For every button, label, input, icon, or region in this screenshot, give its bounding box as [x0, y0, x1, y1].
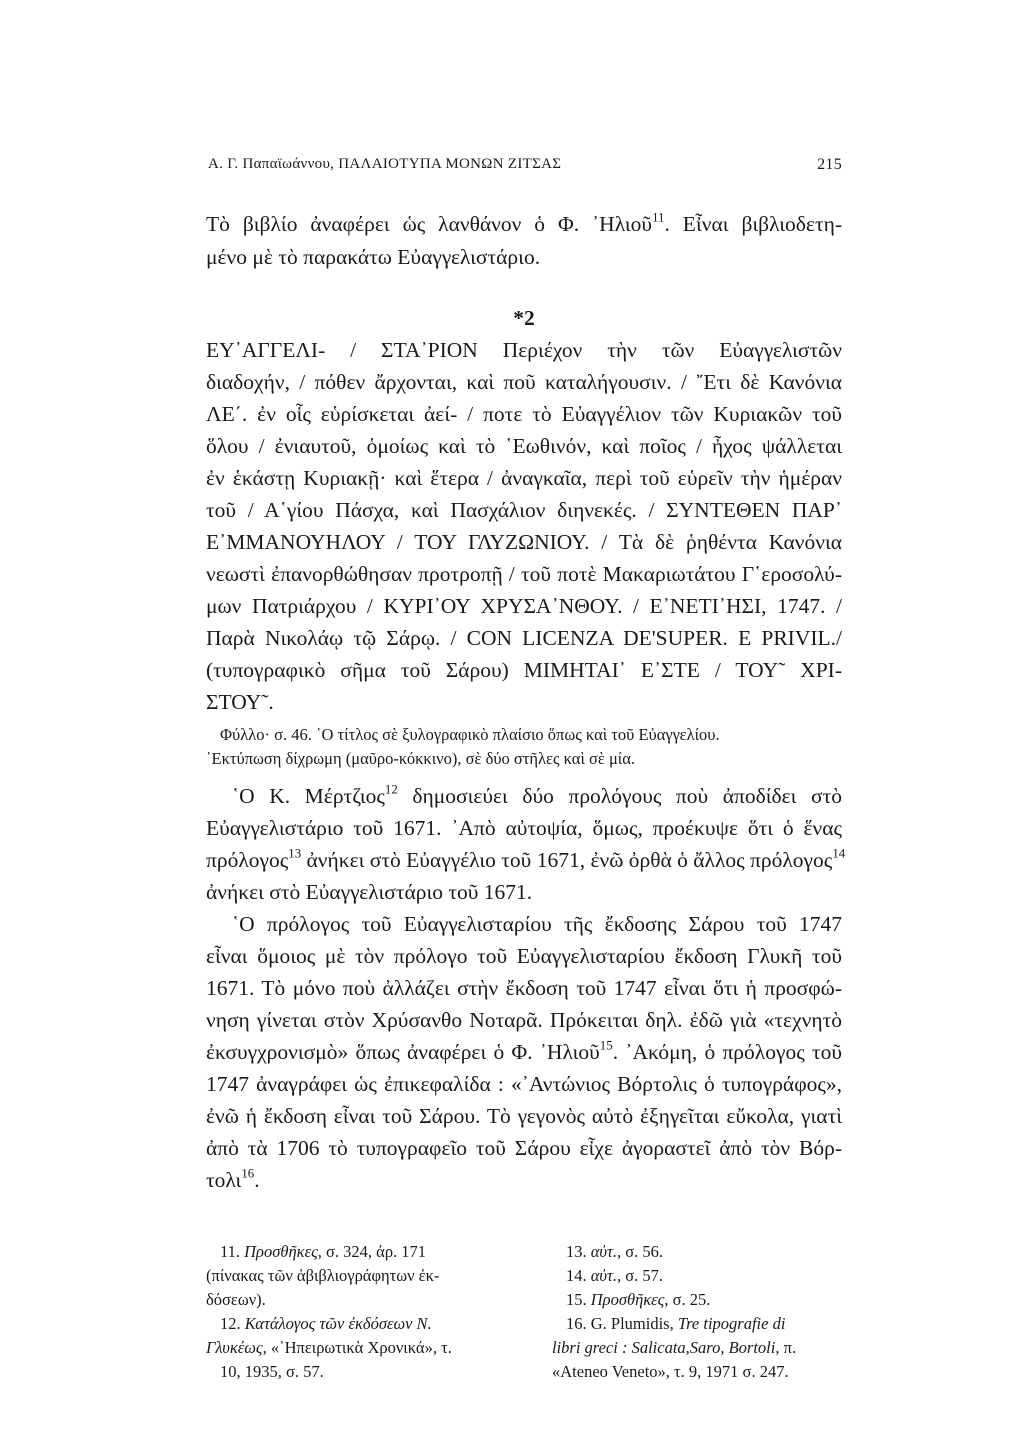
body-line: πρόλογος$^{13}$ ἀνήκει στὸ Εὐαγγέλιο τοῦ 1671, ἐνῶ ὀρθὰ ὁ ἄλλος πρόλογος$^{14}$	[206, 846, 846, 872]
running-header	[206, 156, 842, 178]
footnote-line: libri greci : Salicata,Saro, Bortoli, π.	[552, 1338, 797, 1357]
body-line: ἀπὸ τὰ 1706 τὸ τυπογραφεῖο τοῦ Σάρου εἶχε ἀγοραστεῖ ἀπὸ τὸν Βόρ-	[206, 1136, 842, 1160]
entry-line: ΕΥ᾿ΑΓΓΕΛΙ- / ΣΤΑ᾿ΡΙΟΝ Περιέχον τὴν τῶν Εὐαγγελιστῶν	[206, 338, 842, 362]
footnote-line: 10, 1935, σ. 57.	[220, 1362, 324, 1381]
footnote-12: 12. Κατάλογος τῶν ἐκδόσεων Ν.	[220, 1314, 432, 1333]
entry-line: μων Πατριάρχου / ΚΥΡΙ᾿ΟΥ ΧΡΥΣΑ᾿ΝΘΟΥ. / Ε᾿ΝΕΤΙ᾿ΗΣΙ, 1747. /	[206, 594, 842, 618]
description-line: Φύλλο· σ. 46. ῾Ο τίτλος σὲ ξυλογραφικὸ πλαίσιο ὅπως καὶ τοῦ Εὐαγγελίου.	[220, 725, 720, 744]
entry-line: ΣΤΟΥ῀.	[206, 690, 274, 714]
body-line: ἀνήκει στὸ Εὐαγγελιστάριο τοῦ 1671.	[206, 880, 533, 904]
footnote-ref-15: 15	[599, 1038, 613, 1053]
footnote-line: δόσεων).	[206, 1290, 266, 1309]
entry-line: (τυπογραφικὸ σῆμα τοῦ Σάρου) ΜΙΜΗΤΑΙ᾿ Ε᾿ΣΤΕ / ΤΟΥ῀ ΧΡΙ-	[206, 658, 842, 682]
intro-line-1: Τὸ βιβλίο ἀναφέρει ὡς λανθάνον ὁ Φ. ᾿Ηλιοῦ$^{11}$. Εἶναι βιβλιοδετη-	[206, 210, 843, 236]
entry-line: τοῦ / Α῾γίου Πάσχα, καὶ Πασχάλιον διηνεκές. / ΣΥΝΤΕΘΕΝ ΠΑΡ᾿	[206, 498, 842, 522]
body-line: 1671. Τὸ μόνο ποὺ ἀλλάζει στὴν ἔκδοση τοῦ 1747 εἶναι ὅτι ἡ προσφώ-	[206, 976, 842, 1000]
footnote-ref-12: 12	[384, 782, 398, 797]
footnote-line: Γλυκέως, «᾿Ηπειρωτικὰ Χρονικά», τ.	[206, 1338, 452, 1357]
entry-number: *2	[513, 306, 535, 330]
footnote-16: 16. G. Plumidis, Tre tipografie di	[566, 1314, 786, 1333]
body-line: ἐκσυγχρονισμὸ» ὅπως ἀναφέρει ὁ Φ. ᾿Ηλιοῦ$^{15}$. ᾿Ακόμη, ὁ πρόλογος τοῦ	[206, 1038, 842, 1064]
entry-line: διαδοχήν, / πόθεν ἄρχονται, καὶ ποῦ καταλήγουσιν. / ῎Ετι δὲ Κανόνια	[206, 370, 842, 394]
entry-line: ΛΕ΄. ἐν οἷς εὑρίσκεται ἀεί- / ποτε τὸ Εὐαγγέλιον τῶν Κυριακῶν τοῦ	[206, 402, 842, 426]
footnote-line: (πίνακας τῶν ἀβιβλιογράφητων ἐκ-	[206, 1266, 440, 1285]
footnote-ref-13: 13	[288, 846, 302, 861]
body-line: ῾Ο πρόλογος τοῦ Εὐαγγελισταρίου τῆς ἔκδοσης Σάρου τοῦ 1747	[232, 912, 842, 936]
footnote-15: 15. Προσθῆκες, σ. 25.	[566, 1290, 711, 1309]
body-line: ῾Ο Κ. Μέρτζιος$^{12}$ δημοσιεύει δύο προλόγους ποὺ ἀποδίδει στὸ	[232, 782, 842, 808]
body-line: εἶναι ὅμοιος μὲ τὸν πρόλογο τοῦ Εὐαγγελισταρίου ἔκδοση Γλυκῆ τοῦ	[206, 944, 842, 968]
entry-line: νεωστὶ ἐπανορθώθησαν προτροπῇ / τοῦ ποτὲ Μακαριωτάτου Γ῾εροσολύ-	[206, 562, 842, 586]
description-line: ᾿Εκτύπωση δίχρωμη (μαῦρο-κόκκινο), σὲ δύο στῆλες καὶ σὲ μία.	[206, 749, 636, 768]
body-line: νηση γίνεται στὸν Χρύσανθο Νοταρᾶ. Πρόκειται δηλ. ἐδῶ γιὰ «τεχνητὸ	[206, 1008, 842, 1032]
footnote-13: 13. αὐτ., σ. 56.	[566, 1242, 664, 1261]
body-line: τολι$^{16}$.	[206, 1166, 260, 1192]
entry-line: ὅλου / ἐνιαυτοῦ, ὁμοίως καὶ τὸ ῾Εωθινόν, καὶ ποῖος / ἦχος ψάλλεται	[206, 434, 842, 458]
running-head: Α. Γ. Παπαϊωάννου, ΠΑΛΑΙΟΤΥΠΑ ΜΟΝΩΝ ΖΙΤΣΑΣ	[208, 156, 562, 172]
entry-line: ἐν ἑκάστῃ Κυριακῇ· καὶ ἕτερα / ἀναγκαῖα, περὶ τοῦ εὑρεῖν τὴν ἡμέραν	[206, 466, 842, 490]
page-number: 215	[817, 156, 842, 173]
footnote-line: «Ateneo Veneto», τ. 9, 1971 σ. 247.	[552, 1362, 789, 1381]
body-line: 1747 ἀναγράφει ὡς ἐπικεφαλίδα : «᾿Αντώνιος Βόρτολις ὁ τυπογράφος»,	[206, 1072, 842, 1096]
body-line: ἐνῶ ἡ ἔκδοση εἶναι τοῦ Σάρου. Τὸ γεγονὸς αὐτὸ ἐξηγεῖται εὔκολα, γιατὶ	[206, 1104, 842, 1128]
body-line: Εὐαγγελιστάριο τοῦ 1671. ᾿Απὸ αὐτοψία, ὅμως, προέκυψε ὅτι ὁ ἕνας	[206, 816, 842, 840]
footnote-ref-14: 14	[832, 846, 846, 861]
entry-line: Παρὰ Νικολάῳ τῷ Σάρῳ. / CON LICENZA DE'SUPER. E PRIVIL./	[206, 626, 842, 650]
footnote-14: 14. αὐτ., σ. 57.	[566, 1266, 664, 1285]
footnote-ref-11: 11	[652, 210, 665, 225]
entry-line: Ε᾿ΜΜΑΝΟΥΗΛΟΥ / ΤΟΥ ΓΛΥΖΩΝΙΟΥ. / Τὰ δὲ ῥηθέντα Κανόνια	[206, 530, 842, 554]
footnote-ref-16: 16	[241, 1166, 255, 1181]
intro-line-2: μένο μὲ τὸ παρακάτω Εὐαγγελιστάριο.	[206, 245, 541, 269]
footnote-11: 11. Προσθῆκες, σ. 324, ἀρ. 171	[220, 1242, 427, 1261]
